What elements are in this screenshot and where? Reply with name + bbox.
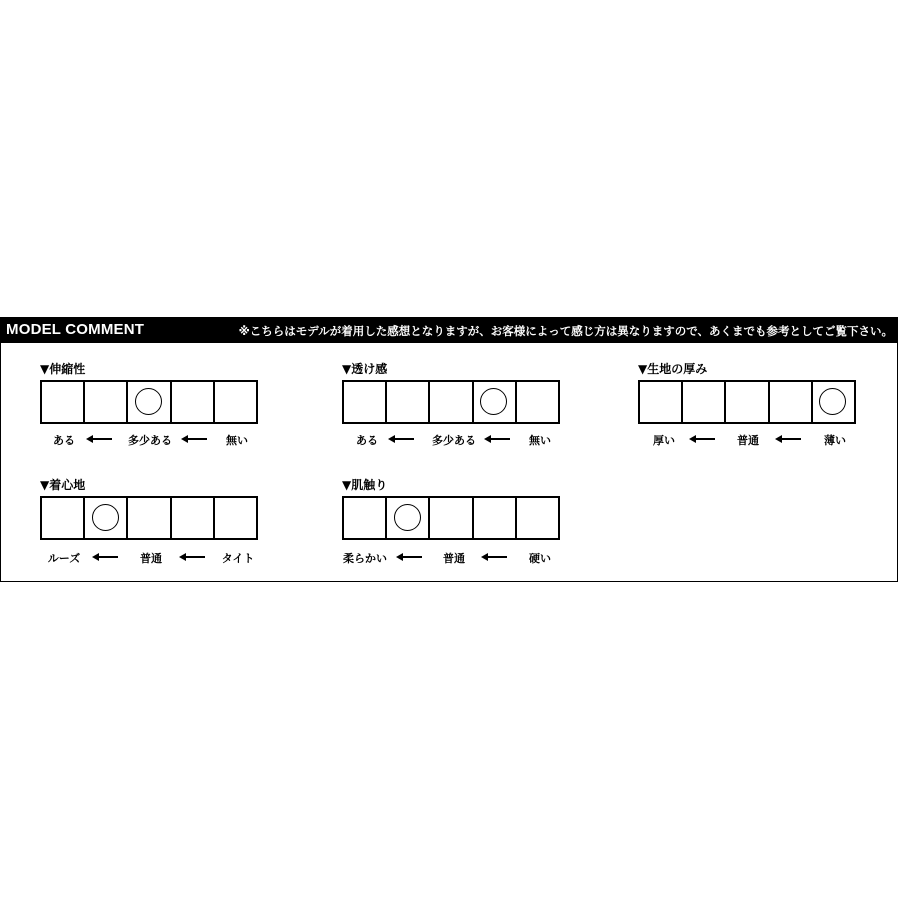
- scale-label-right: タイト: [221, 552, 255, 565]
- scale-label-left: ある: [356, 434, 378, 447]
- scale-label-left: ルーズ: [47, 552, 81, 565]
- rating-cell: [215, 498, 256, 538]
- scale-label-right: 硬い: [529, 552, 551, 565]
- header-note: ※こちらはモデルが着用した感想となりますが、お客様によって感じ方は異なりますので、あくまでも参考としてご覧下さい。: [238, 324, 893, 338]
- rating-cell: [474, 382, 517, 422]
- scale-label-left: 柔らかい: [343, 552, 387, 565]
- rating-scale: [40, 380, 258, 424]
- rating-cell: [517, 382, 558, 422]
- rating-cell: [85, 498, 128, 538]
- rating-group-texture: [342, 476, 564, 576]
- group-title: ▼伸縮性: [40, 362, 86, 376]
- scale-labels: [638, 432, 856, 448]
- selected-circle-icon: [480, 388, 507, 415]
- rating-scale: [342, 380, 560, 424]
- group-title: ▼生地の厚み: [638, 362, 708, 376]
- scale-label-left: ある: [53, 434, 75, 447]
- scale-label-middle: 普通: [737, 434, 759, 447]
- selected-circle-icon: [819, 388, 846, 415]
- scale-labels: [342, 432, 560, 448]
- left-arrow-icon: [187, 438, 207, 440]
- selected-circle-icon: [394, 504, 421, 531]
- left-arrow-icon: [92, 438, 112, 440]
- rating-cell: [172, 498, 215, 538]
- rating-cell: [770, 382, 813, 422]
- rating-cell: [430, 382, 473, 422]
- selected-circle-icon: [135, 388, 162, 415]
- rating-cell: [726, 382, 769, 422]
- left-arrow-icon: [394, 438, 414, 440]
- scale-label-right: 薄い: [824, 434, 846, 447]
- rating-cell: [344, 498, 387, 538]
- selected-circle-icon: [92, 504, 119, 531]
- rating-group-stretch: [40, 360, 262, 460]
- rating-cell: [42, 382, 85, 422]
- scale-label-middle: 多少ある: [432, 434, 476, 447]
- rating-cell: [128, 498, 171, 538]
- rating-cell: [215, 382, 256, 422]
- rating-cell: [344, 382, 387, 422]
- left-arrow-icon: [490, 438, 510, 440]
- group-title: ▼着心地: [40, 478, 86, 492]
- model-comment-panel: [0, 317, 898, 582]
- scale-label-left: 厚い: [653, 434, 675, 447]
- header-title: MODEL COMMENT: [6, 321, 145, 338]
- rating-scale: [40, 496, 258, 540]
- rating-cell: [474, 498, 517, 538]
- left-arrow-icon: [98, 556, 118, 558]
- rating-scale: [342, 496, 560, 540]
- rating-cell: [128, 382, 171, 422]
- rating-scale: [638, 380, 856, 424]
- left-arrow-icon: [402, 556, 422, 558]
- scale-label-right: 無い: [529, 434, 551, 447]
- rating-group-sheer: [342, 360, 564, 460]
- left-arrow-icon: [695, 438, 715, 440]
- rating-group-fit: [40, 476, 262, 576]
- scale-labels: [40, 432, 258, 448]
- scale-label-middle: 普通: [140, 552, 162, 565]
- rating-cell: [85, 382, 128, 422]
- rating-group-thickness: [638, 360, 860, 460]
- scale-labels: [40, 550, 258, 566]
- scale-labels: [342, 550, 560, 566]
- left-arrow-icon: [185, 556, 205, 558]
- scale-label-middle: 多少ある: [128, 434, 172, 447]
- group-title: ▼透け感: [342, 362, 388, 376]
- rating-cell: [430, 498, 473, 538]
- scale-label-middle: 普通: [443, 552, 465, 565]
- group-title: ▼肌触り: [342, 478, 388, 492]
- scale-label-right: 無い: [226, 434, 248, 447]
- rating-cell: [517, 498, 558, 538]
- rating-cell: [172, 382, 215, 422]
- rating-cell: [387, 498, 430, 538]
- rating-cell: [813, 382, 854, 422]
- left-arrow-icon: [781, 438, 801, 440]
- rating-cell: [640, 382, 683, 422]
- left-arrow-icon: [487, 556, 507, 558]
- header-bar: [1, 318, 897, 343]
- rating-cell: [387, 382, 430, 422]
- rating-cell: [683, 382, 726, 422]
- empty-area: [623, 466, 863, 576]
- rating-cell: [42, 498, 85, 538]
